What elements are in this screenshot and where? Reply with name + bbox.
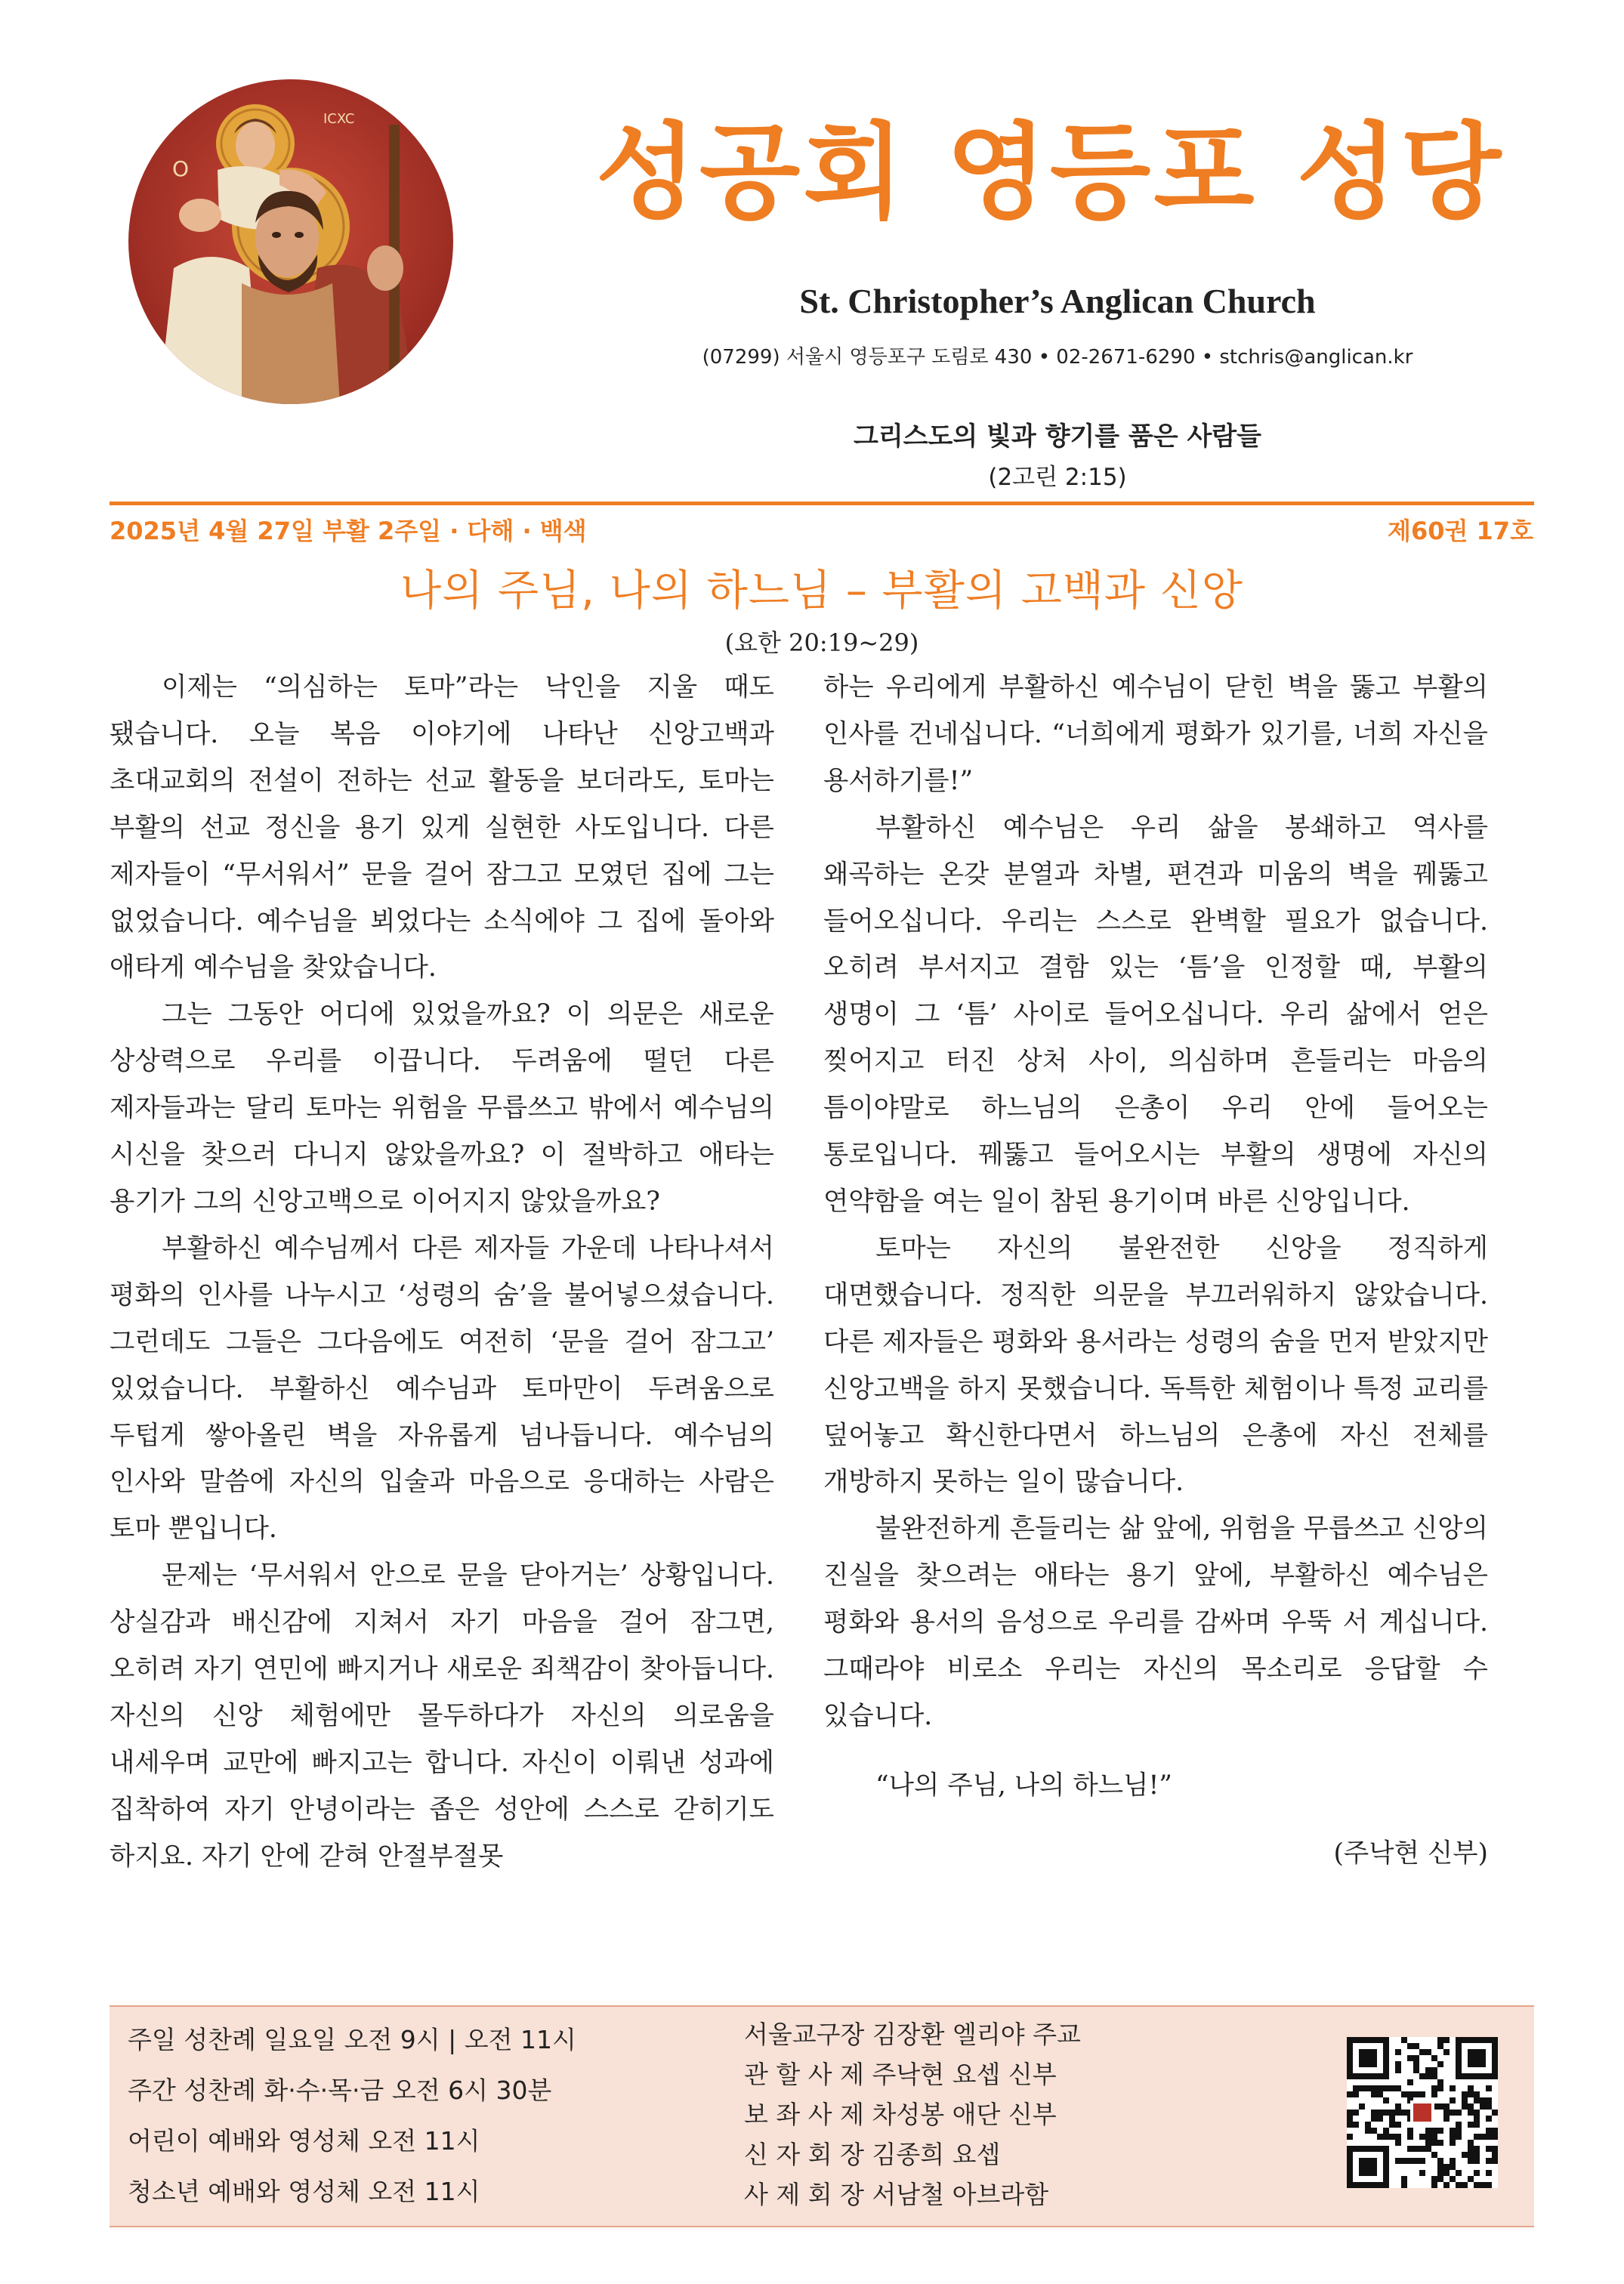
clergy-item: 서울교구장 김장환 엘리야 주교: [744, 2020, 1081, 2049]
sermon-paragraph: 부활하신 예수님께서 다른 제자들 가운데 나타나셔서 평화의 인사를 나누시고 ‘성령의 숨’을 불어넣으셨습니다. 그런데도 그들은 그다음에도 여전히 ‘문을 걸어 잠그고’ 있었습니다. 부활하신 예수님과 토마만이 두려움으로 두텁게 쌓아올린 벽을 자유롭게 넘나듭니다. 예수님의 인사와 말씀에 자신의 입술과 마음으로 응대하는 사람은 토마 뿐입니다.: [110, 1233, 774, 1545]
clergy-item: 신 자 회 장 김종희 요셉: [744, 2140, 1001, 2169]
clergy-item: 보 좌 사 제 차성봉 애단 신부: [744, 2100, 1057, 2129]
issue-date: 2025년 4월 27일 부활 2주일 · 다해 · 백색: [110, 517, 587, 545]
sermon-paragraph: 부활하신 예수님은 우리 삶을 봉쇄하고 역사를 왜곡하는 온갖 분열과 차별, 편견과 미움의 벽을 꿰뚫고 들어오십니다. 우리는 스스로 완벽할 필요가 없습니다. 오히려 부서지고 결함 있는 ‘틈’을 인정할 때, 부활의 생명이 그 ‘틈’ 사이로 들어오십니다. 우리 삶에서 얻은 찢어지고 터진 상처 사이, 의심하며 흔들리는 마음의 틈이야말로 하느님의 은총이 우리 안에 들어오는 통로입니다. 꿰뚫고 들어오시는 부활의 생명에 자신의 연약함을 여는 일이 참된 용기이며 바른 신앙입니다.: [823, 812, 1488, 1217]
sermon-paragraph: 불완전하게 흔들리는 삶 앞에, 위험을 무릅쓰고 신앙의 진실을 찾으려는 애타는 용기 앞에, 부활하신 예수님은 평화와 용서의 음성으로 우리를 감싸며 우뚝 서 계십니다. 그때라야 비로소 우리는 자신의 목소리로 응답할 수 있습니다.: [823, 1514, 1488, 1731]
service-schedule: [128, 2014, 576, 2217]
header-divider: [110, 502, 1534, 505]
service-item: 어린이 예배와 영성체 오전 11시: [128, 2126, 480, 2156]
church-english-name: St. Christopher’s Anglican Church: [799, 282, 1316, 320]
sermon-title: 나의 주님, 나의 하느님 – 부활의 고백과 신앙: [400, 566, 1244, 616]
sermon-paragraph: 그는 그동안 어디에 있었을까요? 이 의문은 새로운 상상력으로 우리를 이끕니다. 두려움에 떨던 다른 제자들과는 달리 토마는 위험을 무릅쓰고 밖에서 예수님의 시신을 찾으러 다니지 않았을까요? 이 절박하고 애타는 용기가 그의 신앙고백으로 이어지지 않았을까요?: [110, 999, 774, 1217]
motto-reference: (2고린 2:15): [988, 464, 1127, 491]
issue-volume: 제60권 17호: [1388, 517, 1533, 545]
sermon-right-column: [823, 665, 1488, 1878]
icon-label-alpha: O: [172, 156, 190, 181]
st-christopher-icon: [128, 79, 453, 404]
sermon-author: (주낙현 신부): [1333, 1838, 1488, 1869]
church-address: (07299) 서울시 영등포구 도림로 430 • 02-2671-6290 • stchris@anglican.kr: [702, 346, 1413, 369]
sermon-paragraph: 토마는 자신의 불완전한 신앙을 정직하게 대면했습니다. 정직한 의문을 부끄러워하지 않았습니다. 다른 제자들은 평화와 용서라는 성령의 숨을 먼저 받았지만 신앙고백을 하지 못했습니다. 독특한 체험이나 특정 교리를 덮어놓고 확신한다면서 하느님의 은총에 자신 전체를 개방하지 못하는 일이 많습니다.: [823, 1233, 1488, 1498]
clergy-item: 관 할 사 제 주낙현 요셉 신부: [744, 2060, 1057, 2089]
closing-quote: “나의 주님, 나의 하느님!”: [875, 1770, 1172, 1801]
qr-code-icon[interactable]: [1347, 2037, 1498, 2188]
clergy-item: 사 제 회 장 서남철 아브라함: [744, 2180, 1049, 2209]
service-item: 주일 성찬례 일요일 오전 9시 | 오전 11시: [128, 2025, 576, 2054]
sermon-paragraph: 문제는 ‘무서워서 안으로 문을 닫아거는’ 상황입니다. 상실감과 배신감에 지쳐서 자기 마음을 걸어 잠그면, 오히려 자기 연민에 빠지거나 새로운 죄책감이 찾아듭니다. 자신의 신앙 체험에만 몰두하다가 자신의 의로움을 내세우며 교만에 빠지고는 합니다. 자신이 이뤄낸 성과에 집착하여 자기 안녕이라는 좁은 성안에 스스로 갇히기도 하지요. 자기 안에 갇혀 안절부절못: [110, 1560, 774, 1872]
church-motto: 그리스도의 빛과 향기를 품은 사람들: [853, 421, 1261, 452]
clergy-list: [744, 2014, 1081, 2215]
footer-info-box: [110, 2005, 1534, 2227]
icon-label-ic-xc: ICXC: [323, 111, 355, 127]
scripture-reference: (요한 20:19~29): [724, 628, 919, 657]
service-item: 주간 성찬례 화·수·목·금 오전 6시 30분: [128, 2076, 552, 2105]
church-title: 성공회 영등포 성당: [595, 112, 1505, 233]
service-item: 청소년 예배와 영성체 오전 11시: [128, 2177, 480, 2206]
sermon-left-column: [110, 665, 774, 1881]
sermon-paragraph: 이제는 “의심하는 토마”라는 낙인을 지울 때도 됐습니다. 오늘 복음 이야기에 나타난 신앙고백과 초대교회의 전설이 전하는 선교 활동을 보더라도, 토마는 부활의 선교 정신을 용기 있게 실현한 사도입니다. 다른 제자들이 “무서워서” 문을 걸어 잠그고 모였던 집에 그는 없었습니다. 예수님을 뵈었다는 소식에야 그 집에 돌아와 애타게 예수님을 찾았습니다.: [110, 672, 774, 983]
sermon-paragraph-continued: 하는 우리에게 부활하신 예수님이 닫힌 벽을 뚫고 부활의 인사를 건네십니다. “너희에게 평화가 있기를, 너희 자신을 용서하기를!”: [823, 672, 1488, 796]
